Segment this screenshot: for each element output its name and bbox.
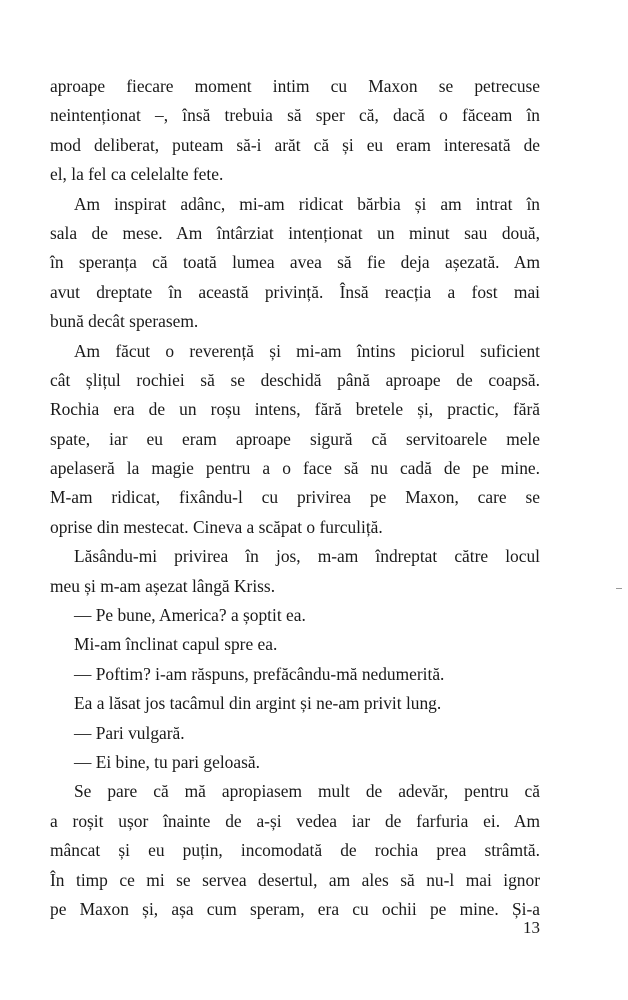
- text-line: mod deliberat, puteam să-i arăt că și eu eram interesată de: [50, 134, 540, 155]
- text-line: el, la fel ca celelalte fete.: [50, 164, 224, 185]
- text-line: mâncat și eu puțin, incomodată de rochia prea strâmtă.: [50, 840, 540, 861]
- text-line: apelaseră la magie pentru a o face să nu cadă de pe mine.: [50, 458, 540, 479]
- text-line: Lăsându-mi privirea în jos, m-am îndreptat către locul: [74, 546, 540, 567]
- text-line: cât șlițul rochiei să se deschidă până aproape de coapsă.: [50, 369, 540, 390]
- text-line: spate, iar eu eram aproape sigură că servitoarele mele: [50, 428, 540, 449]
- text-line: Am făcut o reverență și mi-am întins piciorul suficient: [74, 340, 540, 361]
- text-line: a roșit ușor înainte de a-și vedea iar de farfuria ei. Am: [50, 810, 540, 831]
- text-line: oprise din mestecat. Cineva a scăpat o furculiță.: [50, 516, 383, 537]
- text-line: M-am ridicat, fixându-l cu privirea pe Maxon, care se: [50, 487, 540, 508]
- text-line: bună decât sperasem.: [50, 311, 199, 332]
- text-line: în speranța că toată lumea avea să fie deja așezată. Am: [50, 252, 540, 273]
- page-body: [50, 72, 540, 924]
- text-line: aproape fiecare moment intim cu Maxon se petrecuse: [50, 76, 540, 96]
- text-line: Se pare că mă apropiasem mult de adevăr, pentru că: [74, 781, 540, 802]
- text-line: Rochia era de un roșu intens, fără bretele și, practic, fără: [50, 399, 540, 420]
- text-line: — Pe bune, America? a șoptit ea.: [74, 605, 306, 626]
- text-line: meu și m-am așezat lângă Kriss.: [50, 575, 276, 596]
- page-number: 13: [523, 918, 540, 937]
- text-line: sala de mese. Am întârziat intenționat un minut sau două,: [50, 222, 540, 243]
- text-line: Am inspirat adânc, mi-am ridicat bărbia și am intrat în: [74, 193, 540, 214]
- text-line: pe Maxon și, așa cum speram, era cu ochii pe mine. Și-a: [50, 898, 540, 919]
- text-line: Mi-am înclinat capul spre ea.: [74, 634, 278, 655]
- text-line: — Pari vulgară.: [74, 722, 185, 743]
- text-line: — Ei bine, tu pari geloasă.: [74, 751, 260, 772]
- text-line: — Poftim? i-am răspuns, prefăcându-mă nedumerită.: [74, 663, 445, 684]
- text-line: neintenționat –, însă trebuia să sper că, dacă o făceam în: [50, 105, 540, 126]
- margin-mark: [616, 588, 622, 589]
- text-line: În timp ce mi se servea desertul, am ales să nu-l mai ignor: [50, 869, 540, 890]
- text-line: avut dreptate în această privință. Însă reacția a fost mai: [50, 281, 540, 302]
- text-line: Ea a lăsat jos tacâmul din argint și ne-am privit lung.: [74, 693, 442, 714]
